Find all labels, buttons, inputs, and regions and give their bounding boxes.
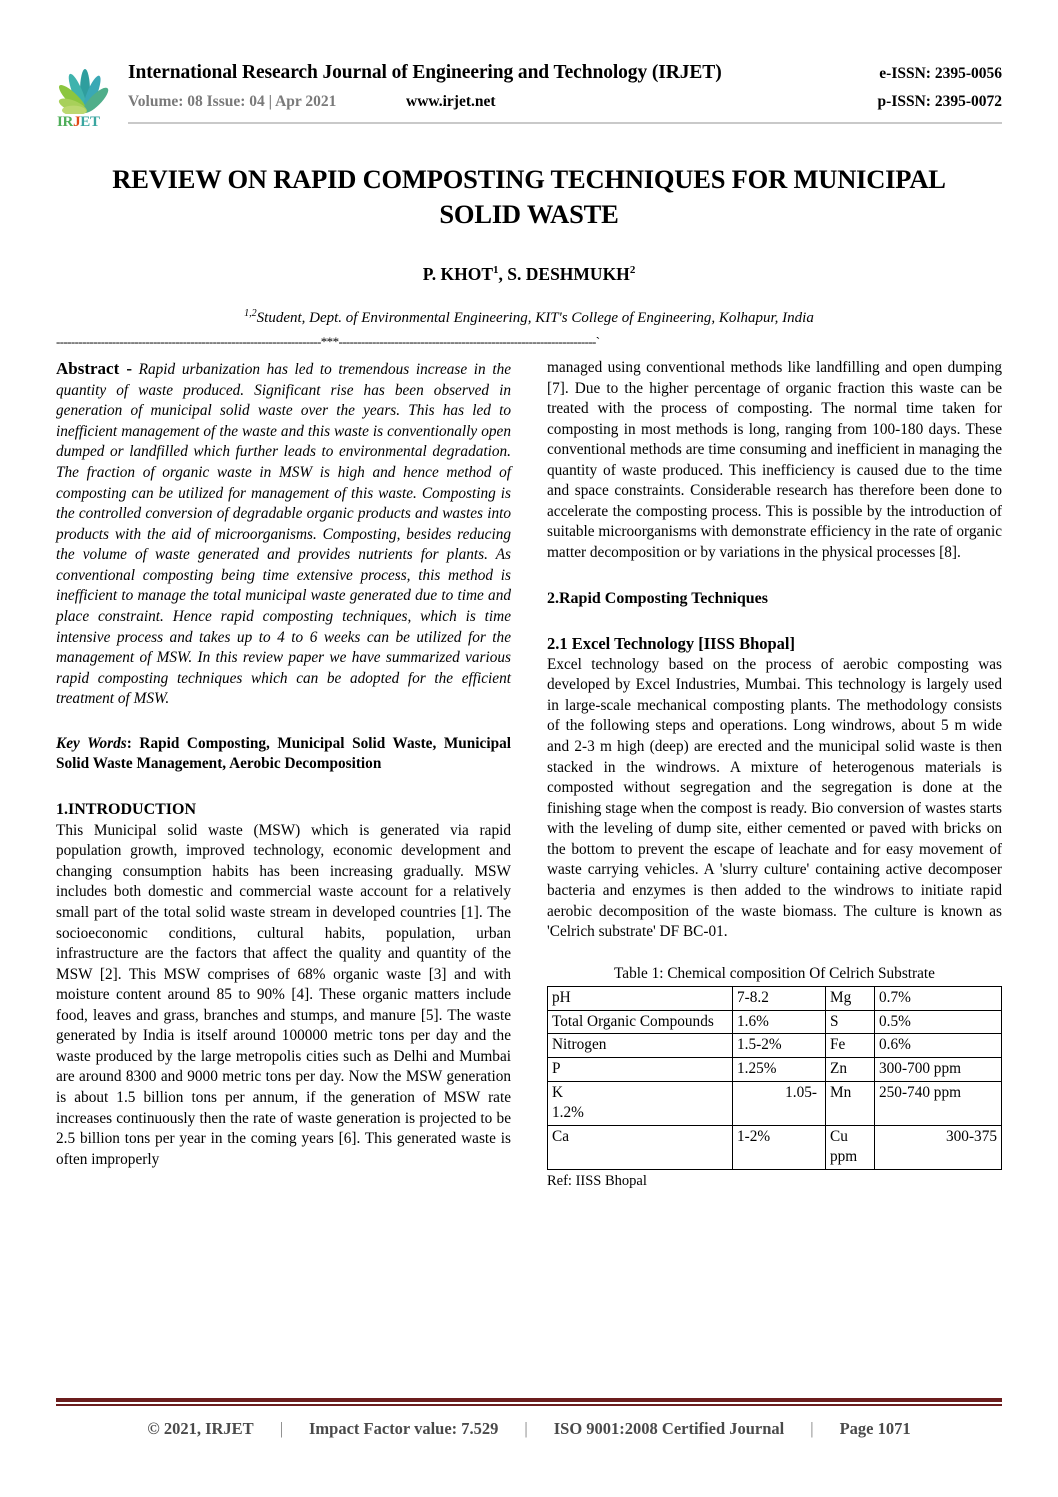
table-cell-parameter-text: K	[552, 1084, 564, 1102]
excel-technology-paragraph: Excel technology based on the process of aerobic composting was developed by Excel Industries, Mumbai. This technology is largely used in large-scale mechanical composting plants. The methodology consists of the following steps and operations. Long windrows, about 5 m wide and 2-3 m high (deep) are erected and the municipal solid waste is then stacked in the windrows. A mixture of heterogenous materials is composted without segregation and the segregation is done at the finishing stage when the compost is ready. Bio conversion of wastes starts with the leveling of dump site, either cemented or paved with bricks on the bottom to prevent the escape of leachate and for easy movement of waste carrying vehicles. A 'slurry culture' containing active decomposer bacteria and enzymes is then added to the windrows to initiate rapid aerobic decomposition of the waste biomass. The culture is known as 'Celrich substrate' DF BC-01.	[547, 655, 1002, 941]
table-row	[548, 1034, 1002, 1058]
table-cell-parameter: pH	[548, 986, 733, 1010]
table-row	[548, 986, 1002, 1010]
introduction-heading: 1.INTRODUCTION	[56, 800, 197, 818]
table-cell-value: 1.5-2%	[733, 1034, 826, 1058]
footer-divider-thick	[56, 1398, 1002, 1402]
logo-ir-text: IR	[57, 114, 74, 130]
abstract-paragraph	[56, 358, 511, 710]
header-divider	[128, 122, 1002, 124]
e-issn: e-ISSN: 2395-0056	[879, 65, 1002, 82]
footer-copyright: © 2021, IRJET	[147, 1419, 254, 1438]
table-reference-note: Ref: IISS Bhopal	[547, 1172, 647, 1189]
table-caption: Table 1: Chemical composition Of Celrich Substrate	[614, 964, 935, 982]
logo-et-text: ET	[80, 114, 100, 130]
journal-header	[56, 0, 1002, 130]
table-cell-element: S	[826, 1010, 875, 1034]
author-one: P. KHOT	[422, 263, 494, 284]
table-cell-element-text: Cu	[830, 1127, 848, 1145]
affiliation-text: Student, Dept. of Environmental Engineering, KIT's College of Engineering, Kolhapur, India	[256, 309, 814, 326]
leaf-fan-logo-icon	[56, 66, 114, 114]
rapid-composting-techniques-heading: 2.Rapid Composting Techniques	[547, 589, 768, 607]
table-cell-value: 1.6%	[733, 1010, 826, 1034]
journal-title: International Research Journal of Engineering and Technology (IRJET)	[128, 62, 722, 83]
table-cell-parameter	[548, 1082, 733, 1126]
table-cell-value: 1-2%	[733, 1125, 826, 1169]
left-column	[56, 358, 511, 1184]
table-row	[548, 1010, 1002, 1034]
abstract-label: Abstract -	[56, 358, 132, 378]
table-row	[548, 1058, 1002, 1082]
footer-page-number: Page 1071	[839, 1419, 911, 1438]
page-title: REVIEW ON RAPID COMPOSTING TECHNIQUES FOR MUNICIPAL SOLID WASTE	[112, 164, 946, 229]
table-cell-value: 1.25%	[733, 1058, 826, 1082]
authors-line	[56, 264, 1002, 285]
table-cell-element: Fe	[826, 1034, 875, 1058]
keywords-label: Key Words	[56, 734, 127, 752]
continuation-paragraph: managed using conventional methods like landfilling and open dumping [7]. Due to the higher percentage of organic fraction this waste can be treated with the process of composting. The normal time taken for composting in most methods is long, ranging from 100-180 days. These conventional methods are time consuming and inefficient in managing the quantity of waste produced. This inefficiency is caused due to the time and space constraints. Considerable research has therefore been done to accelerate the composting process. This is possible by the introduction of suitable microorganisms with demonstrate efficiency in the rate of organic matter decomposition or by variations in the physical processes [8].	[547, 358, 1002, 561]
table-cell-parameter: Ca	[548, 1125, 733, 1169]
chemical-composition-table	[547, 986, 1002, 1170]
table-cell-element	[826, 1125, 875, 1169]
table-cell-value: 1.05-	[733, 1082, 826, 1126]
table-cell-amount-wrap: ppm	[830, 1147, 858, 1165]
footer-separator: |	[279, 1419, 283, 1438]
table-cell-element: Mn	[826, 1082, 875, 1126]
table-cell-amount: 250-740 ppm	[875, 1082, 1002, 1126]
footer-certification: ISO 9001:2008 Certified Journal	[553, 1419, 785, 1438]
right-column	[547, 358, 1002, 1190]
table-cell-amount: 0.6%	[875, 1034, 1002, 1058]
introduction-paragraph: This Municipal solid waste (MSW) which is generated via rapid population growth, improved technology, economic development and changing consumption habits has been increasing gradually. MSW includes both domestic and commercial waste account for a relatively small part of the total solid waste stream in developed countries [1]. The socioeconomic conditions, cultural habits, population, urban infrastructure are the factors that affect the quality and quantity of the MSW [2]. This MSW comprises of 68% organic waste [3] and with moisture content around 85 to 90% [4]. These organic matters include food, leaves and grass, branches and stumps, and manure [5]. The waste generated by India is itself around 100000 metric tons per day and the waste produced by the large metropolis cities such as Delhi and Mumbai are around 8300 and 9000 metric tons per day. Now the MSW generation is about 1.5 billion tons per annum, if the generation of MSW rate increases continuously then the rate of waste generation is projected to be 2.5 billion tons per year in the coming years [6]. This generated waste is often improperly	[56, 821, 511, 1168]
abstract-text: Rapid urbanization has led to tremendous increase in the quantity of waste produced. Significant rise has been observed in generation of municipal solid waste over the years. This has led to inefficient management of the waste and this waste is conventionally open dumped or landfilled which further leads to environmental degradation. The fraction of organic waste in MSW is high and hence method of composting can be utilized for management of this waste. Composting is the controlled conversion of degradable organic products and wastes into products with the aid of microorganisms. Composting, besides reducing the volume of waste generated and provides nutrients for plants. As conventional composting being time extensive process, this method is inefficient to manage the total municipal waste generated due to time and place constraint. Hence rapid composting techniques, which is time intensive process and takes up to 4 to 6 weeks can be utilized for the management of MSW. In this review paper we have summarized various rapid composting techniques which can be adopted for the efficient treatment of MSW.	[56, 360, 512, 708]
logo-j-text: J	[73, 114, 81, 130]
table-cell-value: 7-8.2	[733, 986, 826, 1010]
section-separator-rule: -----------------------------------------------------------------------***---------------------------------------------------------------------`	[56, 334, 600, 348]
author-affiliation	[56, 308, 1002, 327]
header-volume-row	[128, 93, 1002, 111]
footer-impact-factor: Impact Factor value: 7.529	[309, 1419, 499, 1438]
table-row	[548, 1082, 1002, 1126]
keywords-text: : Rapid Composting, Municipal Solid Waste, Municipal Solid Waste Management, Aerobic Decomposition	[56, 734, 511, 773]
table-cell-value-wrap: 1.2%	[552, 1104, 584, 1122]
author-one-affil-marker: 1	[493, 264, 499, 277]
table-cell-amount: 0.7%	[875, 986, 1002, 1010]
page-footer	[56, 1398, 1002, 1439]
table-cell-amount: 0.5%	[875, 1010, 1002, 1034]
header-text-block	[118, 62, 1002, 124]
p-issn: p-ISSN: 2395-0072	[877, 93, 1002, 110]
table-cell-amount: 300-375	[875, 1125, 1002, 1169]
two-column-body	[56, 358, 1002, 1190]
affiliation-marker: 1,2	[244, 307, 257, 319]
table-cell-parameter: P	[548, 1058, 733, 1082]
header-title-row	[128, 62, 1002, 84]
footer-separator: |	[810, 1419, 814, 1438]
journal-website-link[interactable]: www.irjet.net	[406, 93, 496, 110]
table-cell-element: Zn	[826, 1058, 875, 1082]
table-cell-parameter: Total Organic Compounds	[548, 1010, 733, 1034]
table-cell-element: Mg	[826, 986, 875, 1010]
irjet-logo	[56, 62, 118, 130]
volume-issue-date: Volume: 08 Issue: 04 | Apr 2021	[128, 93, 337, 110]
excel-technology-heading: 2.1 Excel Technology [IISS Bhopal]	[547, 634, 796, 654]
author-two-affil-marker: 2	[629, 264, 636, 277]
footer-divider-thin	[56, 1404, 1002, 1406]
table-cell-amount: 300-700 ppm	[875, 1058, 1002, 1082]
table-cell-parameter: Nitrogen	[548, 1034, 733, 1058]
irjet-logo-wordmark	[57, 115, 118, 130]
table-row	[548, 1125, 1002, 1169]
footer-separator: |	[524, 1419, 528, 1438]
footer-text-row	[56, 1419, 1002, 1439]
author-two: , S. DESHMUKH	[498, 263, 630, 284]
keywords-paragraph	[56, 734, 511, 775]
